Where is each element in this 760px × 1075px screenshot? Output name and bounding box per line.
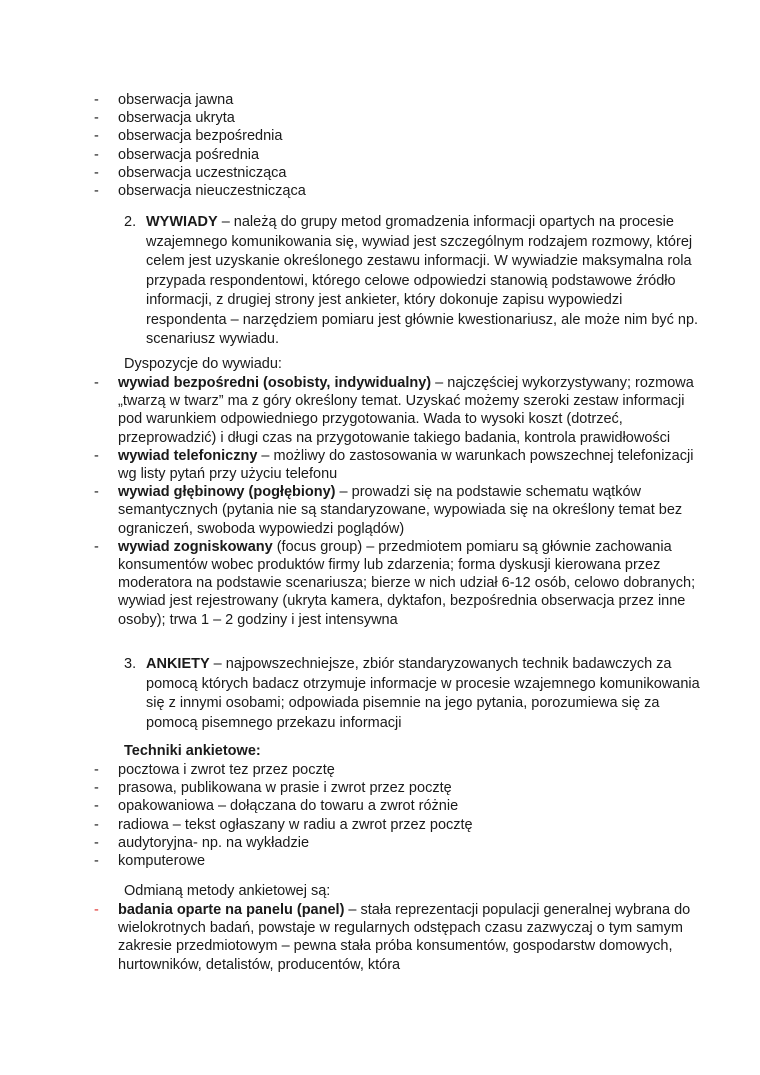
item-text: – możliwy do zastosowania w warunkach powszechnej telefonizacji wg listy pytań przy użyciu telefonu [118,447,694,483]
list-item-text: audytoryjna- np. na wykładzie [118,834,310,851]
section-wywiady [124,213,701,350]
variant-heading: Odmianą metody ankietowej są: [124,883,331,899]
list-item: - obserwacja jawna [94,92,234,108]
list-item: - wywiad zogniskowany (focus group) – przedmiotem pomiaru są głównie zachowania konsumentów wobec produktów firmy lub zdarzenia; forma dyskusji kierowana przez moderatora na podstawie scenariusza; bierze w nich udział 6-12 osób, celowo dobranych; wywiad jest rejestrowany (ukryta kamera, dyktafon, bezpośrednia obserwacja przez inne osoby); trwa 1 – 2 godziny i jest intensywna [94,538,696,628]
list-item: - obserwacja nieuczestnicząca [94,183,306,200]
survey-list [0,761,698,870]
list-item-text: obserwacja uczestnicząca [118,164,287,181]
survey-heading: Techniki ankietowe: [124,743,261,759]
item-term: wywiad telefoniczny [118,447,258,464]
variant-list [0,901,698,974]
section-title: ANKIETY [146,656,210,672]
list-item: - opakowaniowa – dołączana do towaru a zwrot różnie [94,798,459,815]
list-item: - audytoryjna- np. na wykładzie [94,834,310,851]
section-title: WYWIADY [146,214,218,230]
list-item-text: obserwacja nieuczestnicząca [118,183,306,200]
list-item: - obserwacja pośrednia [94,146,260,163]
item-term: wywiad głębinowy (pogłębiony) [118,484,336,501]
list-item: - komputerowe [94,853,206,870]
list-item: - wywiad bezpośredni (osobisty, indywidualny) – najczęściej wykorzystywany; rozmowa „twarzą w twarz” ma z góry określony temat. Uzyskać możemy szeroki zestaw informacji pod warunkiem odpowiedniego przygotowania. Wada to wysoki koszt (dotrzeć, przeprowadzić) i długi czas na przygotowanie takiego badania, kontrola prawidłowości [94,375,694,446]
list-item: - obserwacja uczestnicząca [94,164,287,181]
list-item: - badania oparte na panelu (panel) – stała reprezentacji populacji generalnej wybrana do wielokrotnych badań, powstaje w regularnych odstępach czasu zazwyczaj o tym samym zakresie przedmiotowym – pewna stała próba konsumentów, gospodarstw domowych, hurtowników, detalistów, producentów, która [94,902,691,973]
list-item: - radiowa – tekst ogłaszany w radiu a zwrot przez pocztę [94,816,473,833]
section-text: – należą do grupy metod gromadzenia informacji opartych na procesie wzajemnego komunikowania się, wywiad jest szczególnym rodzajem rozmowy, której celem jest uzyskanie określonego zestawu informacji. W wywiadzie maksymalna rola przypada respondentowi, którego celowe odpowiedzi stanowią podstawowe źródło informacji, z drugiej strony jest ankieter, który dokonuje zapisu wypowiedzi respondenta – narzędziem pomiaru jest głównie kwestionariusz, ale może nim być np. scenariusz wywiadu. [146,214,699,347]
item-term: wywiad zogniskowany [118,538,273,555]
list-item-text: radiowa – tekst ogłaszany w radiu a zwrot przez pocztę [118,816,473,833]
interview-list [0,374,698,629]
list-item-text: opakowaniowa – dołączana do towaru a zwrot różnie [118,798,459,815]
section-number: 2. [124,214,137,230]
list-item: - pocztowa i zwrot tez przez pocztę [94,762,335,778]
section-number: 3. [124,656,137,672]
item-term: wywiad bezpośredni (osobisty, indywidualny) [118,375,432,391]
item-text: – najczęściej wykorzystywany; rozmowa „twarzą w twarz” ma z góry określony temat. Uzyskać możemy szeroki zestaw informacji pod warunkiem odpowiedniego przygotowania. Wada to wysoki koszt (dotrzeć, przeprowadzić) i długi czas na przygotowanie takiego badania, kontrola prawidłowości [118,375,694,446]
list-item-text: obserwacja bezpośrednia [118,128,283,145]
item-text: – prowadzi się na podstawie schematu wątków semantycznych (pytania nie są standaryzowane, wypowiada się na określony temat bez ograniczeń, swoboda wypowiedzi poglądów) [118,484,683,537]
item-text: (focus group) – przedmiotem pomiaru są głównie zachowania konsumentów wobec produktów firmy lub zdarzenia; forma dyskusji kierowana przez moderatora na podstawie scenariusza; bierze w nich udział 6-12 osób, celowo dobranych; wywiad jest rejestrowany (ukryta kamera, dyktafon, bezpośrednia obserwacja przez inne osoby); trwa 1 – 2 godziny i jest intensywna [118,538,696,628]
list-item: - wywiad telefoniczny – możliwy do zastosowania w warunkach powszechnej telefonizacji wg listy pytań przy użyciu telefonu [94,447,694,483]
list-item-text: obserwacja ukryta [118,110,235,127]
section-ankiety [124,655,701,733]
list-item-text: komputerowe [118,853,206,870]
item-text: – stała reprezentacji populacji generalnej wybrana do wielokrotnych badań, powstaje w regularnych odstępach czasu zazwyczaj o tym samym zakresie przedmiotowym – pewna stała próba konsumentów, gospodarstw domowych, hurtowników, detalistów, producentów, która [118,902,691,973]
observation-list [0,91,698,200]
list-item: - obserwacja bezpośrednia [94,128,283,145]
list-item-text: obserwacja jawna [118,92,234,108]
section-text: – najpowszechniejsze, zbiór standaryzowanych technik badawczych za pomocą których badacz otrzymuje informacje w procesie wzajemnego komunikowania się z innymi osobami; odpowiada pisemnie na jego pytania, porozumiewa się za pomocą pisemnego przekazu informacji [146,656,700,731]
list-item: - prasowa, publikowana w prasie i zwrot przez pocztę [94,780,452,797]
list-item-text: prasowa, publikowana w prasie i zwrot przez pocztę [118,780,452,797]
interview-heading: Dyspozycje do wywiadu: [124,356,282,372]
item-term: badania oparte na panelu (panel) [118,902,345,918]
list-item: - wywiad głębinowy (pogłębiony) – prowadzi się na podstawie schematu wątków semantycznych (pytania nie są standaryzowane, wypowiada się na określony temat bez ograniczeń, swoboda wypowiedzi poglądów) [94,484,683,537]
list-item-text: pocztowa i zwrot tez przez pocztę [118,762,335,778]
list-item-text: obserwacja pośrednia [118,146,260,163]
list-item: - obserwacja ukryta [94,110,235,127]
